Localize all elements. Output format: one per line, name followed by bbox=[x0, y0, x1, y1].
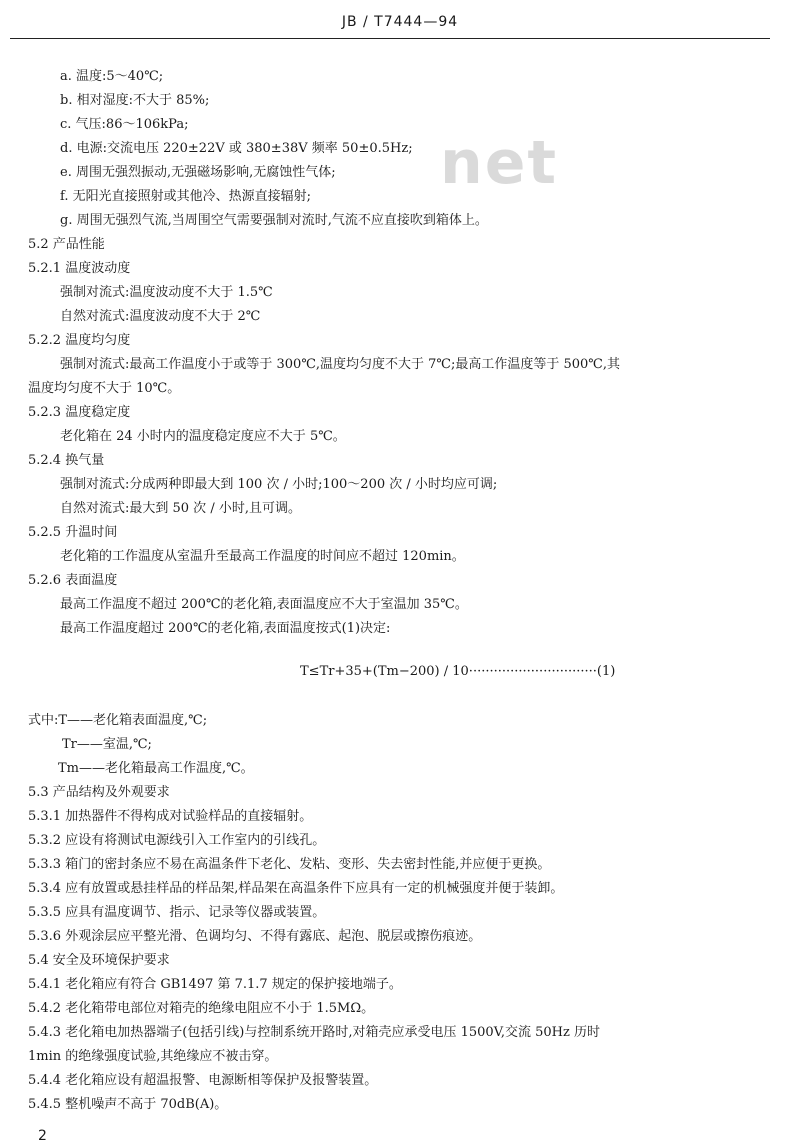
header-rule bbox=[10, 38, 770, 39]
text-line: 5.3.2 应设有将测试电源线引入工作室内的引线孔。 bbox=[28, 833, 326, 848]
text-line: d. 电源:交流电压 220±22V 或 380±38V 频率 50±0.5Hz; bbox=[60, 141, 413, 156]
text-line: 5.4.5 整机噪声不高于 70dB(A)。 bbox=[28, 1097, 228, 1112]
text-line: 5.4.4 老化箱应设有超温报警、电源断相等保护及报警装置。 bbox=[28, 1073, 378, 1088]
section-heading: 5.2.5 升温时间 bbox=[28, 525, 118, 540]
text-line: 5.4.1 老化箱应有符合 GB1497 第 7.1.7 规定的保护接地端子。 bbox=[28, 977, 402, 992]
text-line: 老化箱的工作温度从室温升至最高工作温度的时间应不超过 120min。 bbox=[60, 549, 465, 564]
section-heading: 5.2.2 温度均匀度 bbox=[28, 333, 131, 348]
section-heading: 5.2.1 温度波动度 bbox=[28, 261, 131, 276]
text-line: 自然对流式:最大到 50 次 / 小时,且可调。 bbox=[60, 501, 301, 516]
text-line: 5.3.4 应有放置或悬挂样品的样品架,样品架在高温条件下应具有一定的机械强度并便于装卸。 bbox=[28, 881, 564, 896]
watermark: net bbox=[440, 128, 559, 198]
section-heading: 5.2.3 温度稳定度 bbox=[28, 405, 131, 420]
text-line: Tr——室温,℃; bbox=[62, 737, 152, 752]
section-heading: 5.2.4 换气量 bbox=[28, 453, 105, 468]
text-line: 最高工作温度不超过 200℃的老化箱,表面温度应不大于室温加 35℃。 bbox=[60, 597, 468, 612]
document-header: JB / T7444—94 bbox=[341, 14, 459, 30]
section-heading: 5.2 产品性能 bbox=[28, 237, 105, 252]
text-line: 1min 的绝缘强度试验,其绝缘应不被击穿。 bbox=[28, 1049, 278, 1064]
text-line: c. 气压:86～106kPa; bbox=[60, 117, 189, 132]
formula: T≤Tr+35+(Tm−200) / 10·······························(1) bbox=[300, 664, 616, 679]
text-line: a. 温度:5～40℃; bbox=[60, 69, 164, 84]
text-line: 老化箱在 24 小时内的温度稳定度应不大于 5℃。 bbox=[60, 429, 346, 444]
text-line: Tm——老化箱最高工作温度,℃。 bbox=[58, 761, 254, 776]
section-heading: 5.2.6 表面温度 bbox=[28, 573, 118, 588]
text-line: 强制对流式:分成两种即最大到 100 次 / 小时;100～200 次 / 小时均应可调; bbox=[60, 477, 498, 492]
text-line: 5.4.2 老化箱带电部位对箱壳的绝缘电阻应不小于 1.5MΩ。 bbox=[28, 1001, 375, 1016]
text-line: 5.4.3 老化箱电加热器端子(包括引线)与控制系统开路时,对箱壳应承受电压 1500V,交流 50Hz 历时 bbox=[28, 1025, 600, 1040]
text-line: 温度均匀度不大于 10℃。 bbox=[28, 381, 181, 396]
text-line: 5.3.3 箱门的密封条应不易在高温条件下老化、发粘、变形、失去密封性能,并应便于更换。 bbox=[28, 857, 551, 872]
text-line: 自然对流式:温度波动度不大于 2℃ bbox=[60, 309, 261, 324]
text-line: 强制对流式:最高工作温度小于或等于 300℃,温度均匀度不大于 7℃;最高工作温度等于 500℃,其 bbox=[60, 357, 620, 372]
text-line: 5.3.5 应具有温度调节、指示、记录等仪器或装置。 bbox=[28, 905, 326, 920]
section-heading: 5.4 安全及环境保护要求 bbox=[28, 953, 170, 968]
text-line: f. 无阳光直接照射或其他冷、热源直接辐射; bbox=[60, 189, 311, 204]
text-line: e. 周围无强烈振动,无强磁场影响,无腐蚀性气体; bbox=[60, 165, 336, 180]
page-number: 2 bbox=[38, 1128, 47, 1144]
text-line: 强制对流式:温度波动度不大于 1.5℃ bbox=[60, 285, 273, 300]
text-line: g. 周围无强烈气流,当周围空气需要强制对流时,气流不应直接吹到箱体上。 bbox=[60, 213, 488, 228]
text-line: 式中:T——老化箱表面温度,℃; bbox=[28, 713, 208, 728]
text-line: 5.3.1 加热器件不得构成对试验样品的直接辐射。 bbox=[28, 809, 313, 824]
section-heading: 5.3 产品结构及外观要求 bbox=[28, 785, 170, 800]
text-line: 最高工作温度超过 200℃的老化箱,表面温度按式(1)决定: bbox=[60, 621, 391, 636]
text-line: b. 相对湿度:不大于 85%; bbox=[60, 93, 210, 108]
text-line: 5.3.6 外观涂层应平整光滑、色调均匀、不得有露底、起泡、脱层或擦伤痕迹。 bbox=[28, 929, 482, 944]
